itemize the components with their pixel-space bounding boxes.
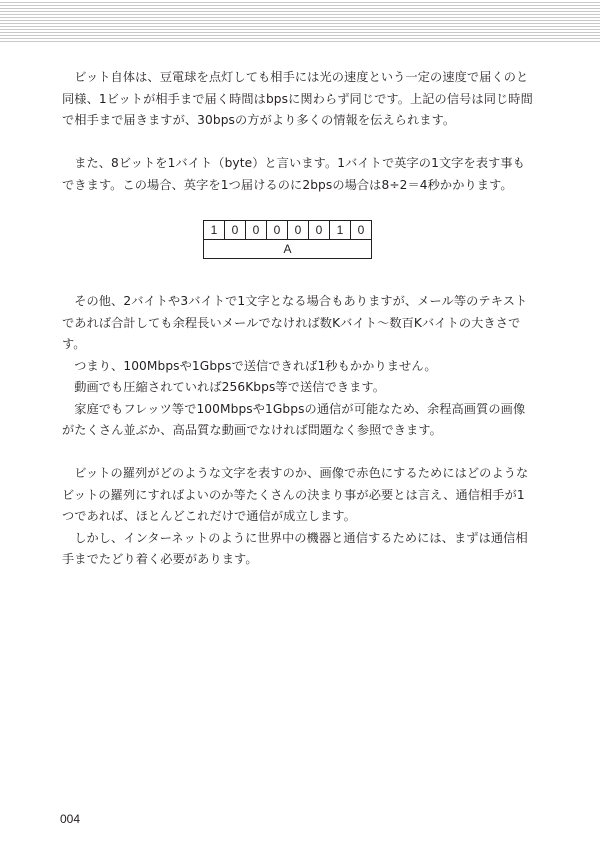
paragraph-internet: しかし、インターネットのように世界中の機器と通信するためには、まずは通信相手までたどり着く必要があります。 bbox=[62, 530, 528, 566]
bit-cell: 1 bbox=[204, 221, 225, 240]
character-row bbox=[204, 240, 372, 259]
paragraph-home-connection: 家庭でもフレッツ等で100Mbpsや1Gbpsの通信が可能なため、余程高画質の画像がたくさん並ぶか、高品質な動画でなければ問題なく参照できます。 bbox=[62, 401, 526, 437]
paragraph-byte-definition: また、8ビットを1バイト（byte）と言います。1バイトで英字の1文字を表す事もできます。この場合、英字を1つ届けるのに2bpsの場合は8÷2＝4秒かかります。 bbox=[62, 156, 525, 192]
header-rule-lines bbox=[0, 0, 600, 42]
page-body bbox=[62, 67, 536, 571]
bit-cell: 0 bbox=[309, 221, 330, 240]
bit-cell: 1 bbox=[330, 221, 351, 240]
byte-diagram bbox=[203, 220, 372, 259]
bit-cell: 0 bbox=[246, 221, 267, 240]
bit-cell: 0 bbox=[351, 221, 372, 240]
bit-cell: 0 bbox=[267, 221, 288, 240]
character-cell: A bbox=[204, 240, 372, 259]
paragraph-multibyte: その他、2バイトや3バイトで1文字となる場合もありますが、メール等のテキストであれば合計しても余程長いメールでなければ数Kバイト～数百Kバイトの大きさです。 bbox=[62, 294, 528, 351]
paragraph-gap bbox=[62, 132, 536, 154]
page-number: 004 bbox=[60, 812, 81, 826]
bit-cell: 0 bbox=[288, 221, 309, 240]
bit-row bbox=[204, 221, 372, 240]
diagram-spacer bbox=[62, 259, 536, 291]
paragraph-rules: ビットの羅列がどのような文字を表すのか、画像で赤色にするためにはどのようなビットの羅列にすればよいのか等たくさんの決まり事が必要とは言え、通信相手が1つであれば、ほとんどこれだけで通信が成立します。 bbox=[62, 466, 529, 523]
paragraph-send-speed: つまり、100Mbpsや1Gbpsで送信できれば1秒もかかりません。 bbox=[74, 358, 437, 373]
paragraph-video: 動画でも圧縮されていれば256Kbps等で送信できます。 bbox=[74, 380, 386, 394]
paragraph-gap bbox=[62, 442, 536, 464]
paragraph-bit-speed: ビット自体は、豆電球を点灯しても相手には光の速度という一定の速度で届くのと同様、1ビットが相手まで届く時間はbpsに関わらず同じです。上記の信号は同じ時間で相手まで届きますが、30bpsの方がより多くの情報を伝えられます。 bbox=[62, 70, 533, 127]
bit-cell: 0 bbox=[225, 221, 246, 240]
